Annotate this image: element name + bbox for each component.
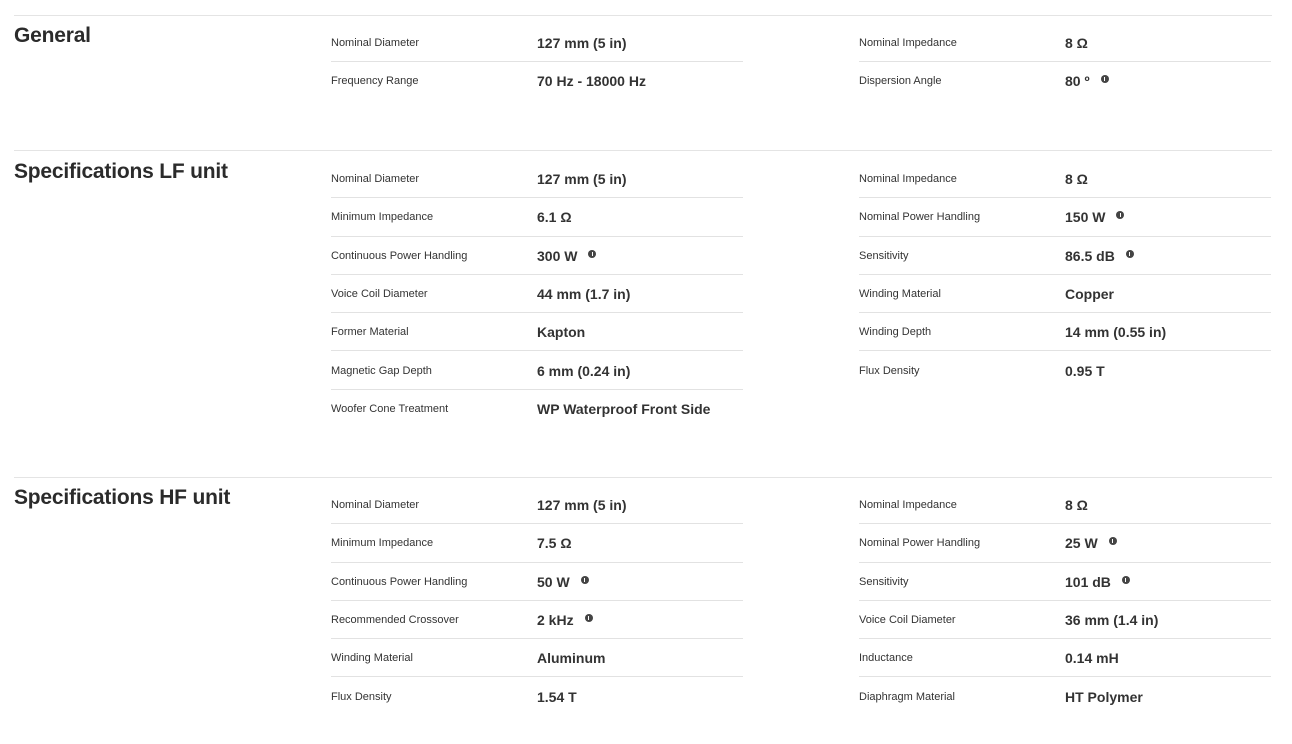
spec-value (537, 286, 630, 302)
info-icon[interactable] (581, 576, 589, 584)
spec-row (331, 275, 743, 313)
spec-row (859, 677, 1271, 715)
spec-label: Nominal Impedance (859, 37, 957, 50)
section-title: General (14, 24, 91, 47)
spec-column-left (331, 160, 743, 428)
spec-row (859, 486, 1271, 524)
spec-value-text: 1.54 T (537, 688, 577, 705)
spec-label: Diaphragm Material (859, 690, 955, 703)
spec-row (331, 601, 743, 639)
spec-value (1065, 689, 1143, 705)
spec-value (537, 209, 572, 225)
spec-value (1065, 171, 1088, 187)
spec-label: Sensitivity (859, 249, 909, 262)
spec-value-text: 127 mm (5 in) (537, 35, 627, 52)
spec-value (537, 363, 630, 379)
spec-value (1065, 612, 1158, 628)
section-title: Specifications HF unit (14, 486, 231, 509)
info-icon[interactable] (1116, 211, 1124, 219)
spec-value-text: 8 Ω (1065, 171, 1088, 188)
spec-value-text: 2 kHz (537, 612, 574, 629)
spec-value-text: Copper (1065, 286, 1114, 303)
spec-value-text: 6.1 Ω (537, 209, 572, 226)
spec-label: Dispersion Angle (859, 75, 942, 88)
spec-row (859, 563, 1271, 601)
spec-row (331, 24, 743, 62)
info-icon[interactable] (585, 614, 593, 622)
info-icon[interactable] (588, 250, 596, 258)
spec-value-text: 8 Ω (1065, 35, 1088, 52)
spec-label: Inductance (859, 652, 913, 665)
spec-value (1065, 324, 1166, 340)
spec-label: Continuous Power Handling (331, 249, 468, 262)
spec-row (331, 62, 743, 100)
info-icon[interactable] (1126, 250, 1134, 258)
spec-row (859, 601, 1271, 639)
spec-row (331, 563, 743, 601)
spec-value-text: 36 mm (1.4 in) (1065, 612, 1159, 629)
spec-label: Minimum Impedance (331, 537, 434, 550)
spec-value-text: 6 mm (0.24 in) (537, 362, 631, 379)
spec-label: Winding Material (331, 652, 413, 665)
spec-row (859, 237, 1271, 275)
spec-value (537, 612, 593, 628)
spec-value-text: 14 mm (0.55 in) (1065, 324, 1167, 341)
spec-value-text: 70 Hz - 18000 Hz (537, 73, 646, 90)
spec-row (331, 524, 743, 562)
spec-row (331, 486, 743, 524)
spec-value-text: 127 mm (5 in) (537, 497, 627, 514)
spec-row (859, 639, 1271, 677)
spec-value-text: 127 mm (5 in) (537, 171, 627, 188)
spec-label: Flux Density (859, 364, 920, 377)
spec-row (331, 351, 743, 389)
spec-label: Nominal Power Handling (859, 537, 981, 550)
spec-row (331, 677, 743, 715)
spec-value-text: 7.5 Ω (537, 535, 572, 552)
spec-column-left (331, 486, 743, 716)
spec-label: Recommended Crossover (331, 614, 459, 627)
spec-value (1065, 286, 1114, 302)
spec-label: Voice Coil Diameter (331, 288, 428, 301)
spec-label: Nominal Impedance (859, 499, 957, 512)
spec-label: Former Material (331, 326, 409, 339)
spec-value (537, 497, 626, 513)
spec-row (331, 313, 743, 351)
spec-row (331, 390, 743, 428)
spec-row (859, 351, 1271, 389)
spec-column-right (859, 486, 1271, 716)
spec-value-text: Kapton (537, 324, 586, 341)
section-divider (14, 15, 1272, 16)
spec-label: Nominal Diameter (331, 173, 420, 186)
spec-label: Minimum Impedance (331, 211, 434, 224)
spec-value-text: 50 W (537, 573, 570, 590)
spec-label: Magnetic Gap Depth (331, 364, 432, 377)
spec-value (537, 73, 646, 89)
spec-label: Frequency Range (331, 75, 419, 88)
spec-value (1065, 574, 1130, 590)
spec-value (1065, 497, 1088, 513)
spec-value-text: 0.95 T (1065, 362, 1105, 379)
spec-label: Voice Coil Diameter (859, 614, 956, 627)
spec-value (1065, 248, 1134, 264)
spec-value (537, 171, 626, 187)
section-divider (14, 477, 1272, 478)
spec-value-text: 300 W (537, 247, 578, 264)
spec-value (537, 574, 589, 590)
spec-value (537, 35, 626, 51)
spec-value (537, 535, 572, 551)
spec-row (331, 237, 743, 275)
spec-value (1065, 363, 1105, 379)
spec-value (537, 324, 585, 340)
spec-row (859, 24, 1271, 62)
spec-column-left (331, 24, 743, 101)
spec-value (537, 401, 710, 417)
spec-value-text: 101 dB (1065, 573, 1111, 590)
spec-value-text: 8 Ω (1065, 497, 1088, 514)
spec-value-text: 150 W (1065, 209, 1106, 226)
spec-row (331, 160, 743, 198)
spec-label: Nominal Impedance (859, 173, 957, 186)
spec-value-text: Aluminum (537, 650, 606, 667)
spec-label: Winding Material (859, 288, 941, 301)
section-divider (14, 150, 1272, 151)
spec-value-text: 25 W (1065, 535, 1098, 552)
spec-column-right (859, 160, 1271, 390)
spec-value (537, 689, 577, 705)
spec-label: Nominal Power Handling (859, 211, 981, 224)
info-icon[interactable] (1101, 75, 1109, 83)
spec-value (1065, 35, 1088, 51)
spec-row (859, 62, 1271, 100)
spec-value (537, 650, 605, 666)
spec-row (859, 313, 1271, 351)
spec-value-text: 86.5 dB (1065, 247, 1115, 264)
info-icon[interactable] (1109, 537, 1117, 545)
spec-row (859, 160, 1271, 198)
section-title: Specifications LF unit (14, 160, 228, 183)
spec-value (1065, 209, 1124, 225)
info-icon[interactable] (1122, 576, 1130, 584)
spec-row (331, 198, 743, 236)
spec-label: Flux Density (331, 690, 392, 703)
spec-value (1065, 535, 1117, 551)
spec-row (331, 639, 743, 677)
spec-value-text: HT Polymer (1065, 688, 1143, 705)
spec-column-right (859, 24, 1271, 101)
spec-label: Sensitivity (859, 575, 909, 588)
spec-value (537, 248, 596, 264)
spec-row (859, 275, 1271, 313)
spec-label: Winding Depth (859, 326, 932, 339)
spec-value-text: 80 º (1065, 73, 1090, 90)
spec-value-text: WP Waterproof Front Side (537, 400, 711, 417)
spec-value-text: 0.14 mH (1065, 650, 1119, 667)
spec-value (1065, 650, 1119, 666)
spec-label: Woofer Cone Treatment (331, 402, 449, 415)
spec-value (1065, 73, 1109, 89)
spec-label: Continuous Power Handling (331, 575, 468, 588)
spec-row (859, 198, 1271, 236)
spec-value-text: 44 mm (1.7 in) (537, 286, 631, 303)
spec-label: Nominal Diameter (331, 499, 420, 512)
spec-label: Nominal Diameter (331, 37, 420, 50)
spec-row (859, 524, 1271, 562)
